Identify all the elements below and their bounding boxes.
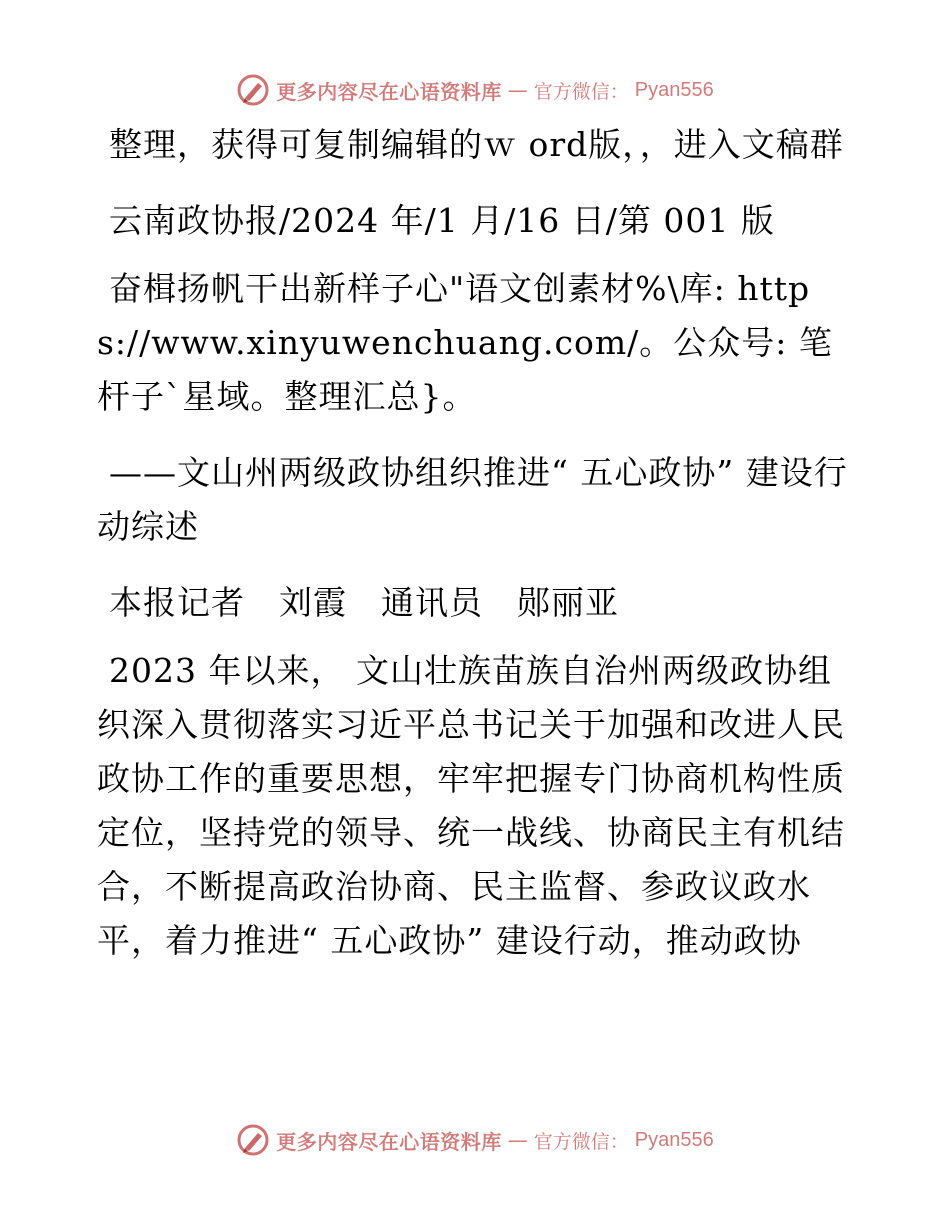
byline-paragraph: 本报记者 刘霞 通讯员 郧丽亚 [109, 583, 619, 622]
header-banner-separator: — [507, 78, 528, 102]
footer-wechat-id: Pyan556 [634, 1128, 714, 1151]
subtitle-paragraph: ——文山州两级政协组织推进“ 五心政协” 建设行动综述 [97, 453, 848, 546]
pen-logo-icon [236, 1123, 270, 1157]
article-body-paragraph: 2023 年以来， 文山壮族苗族自治州两级政协组织深入贯彻落实习近平总书记关于加强和改进人民政协工作的重要思想，牢牢把握专门协商机构性质定位，坚持党的领导、统一战线、协商民主有机结合，不断提高政治协商、民主监督、参政议政水平，着力推进“ 五心政协” 建设行动，推动政协 [97, 651, 845, 960]
intro-note-paragraph: 整理，获得可复制编辑的ｗ ord版，，进入文稿群 [109, 125, 844, 164]
header-watermark-banner [0, 70, 950, 110]
footer-banner-separator: — [507, 1128, 528, 1152]
title-and-source-paragraph: 奋楫扬帆干出新样子心"语文创素材%\库: https://www.xinyuwenchuang.com/。公众号: 笔杆子`星域。整理汇总}。 [97, 269, 833, 416]
header-banner-text: 更多内容尽在心语资料库 [276, 79, 502, 104]
source-line: 云南政协报/2024 年/1 月/16 日/第 001 版 [109, 201, 775, 240]
header-wechat-label: 官方微信： [533, 80, 629, 103]
footer-wechat-label: 官方微信： [533, 1130, 629, 1153]
header-wechat-id: Pyan556 [634, 78, 714, 101]
footer-banner-text: 更多内容尽在心语资料库 [276, 1129, 502, 1154]
footer-watermark-banner [0, 1120, 950, 1160]
document-body [97, 118, 857, 990]
pen-logo-icon [236, 73, 270, 107]
